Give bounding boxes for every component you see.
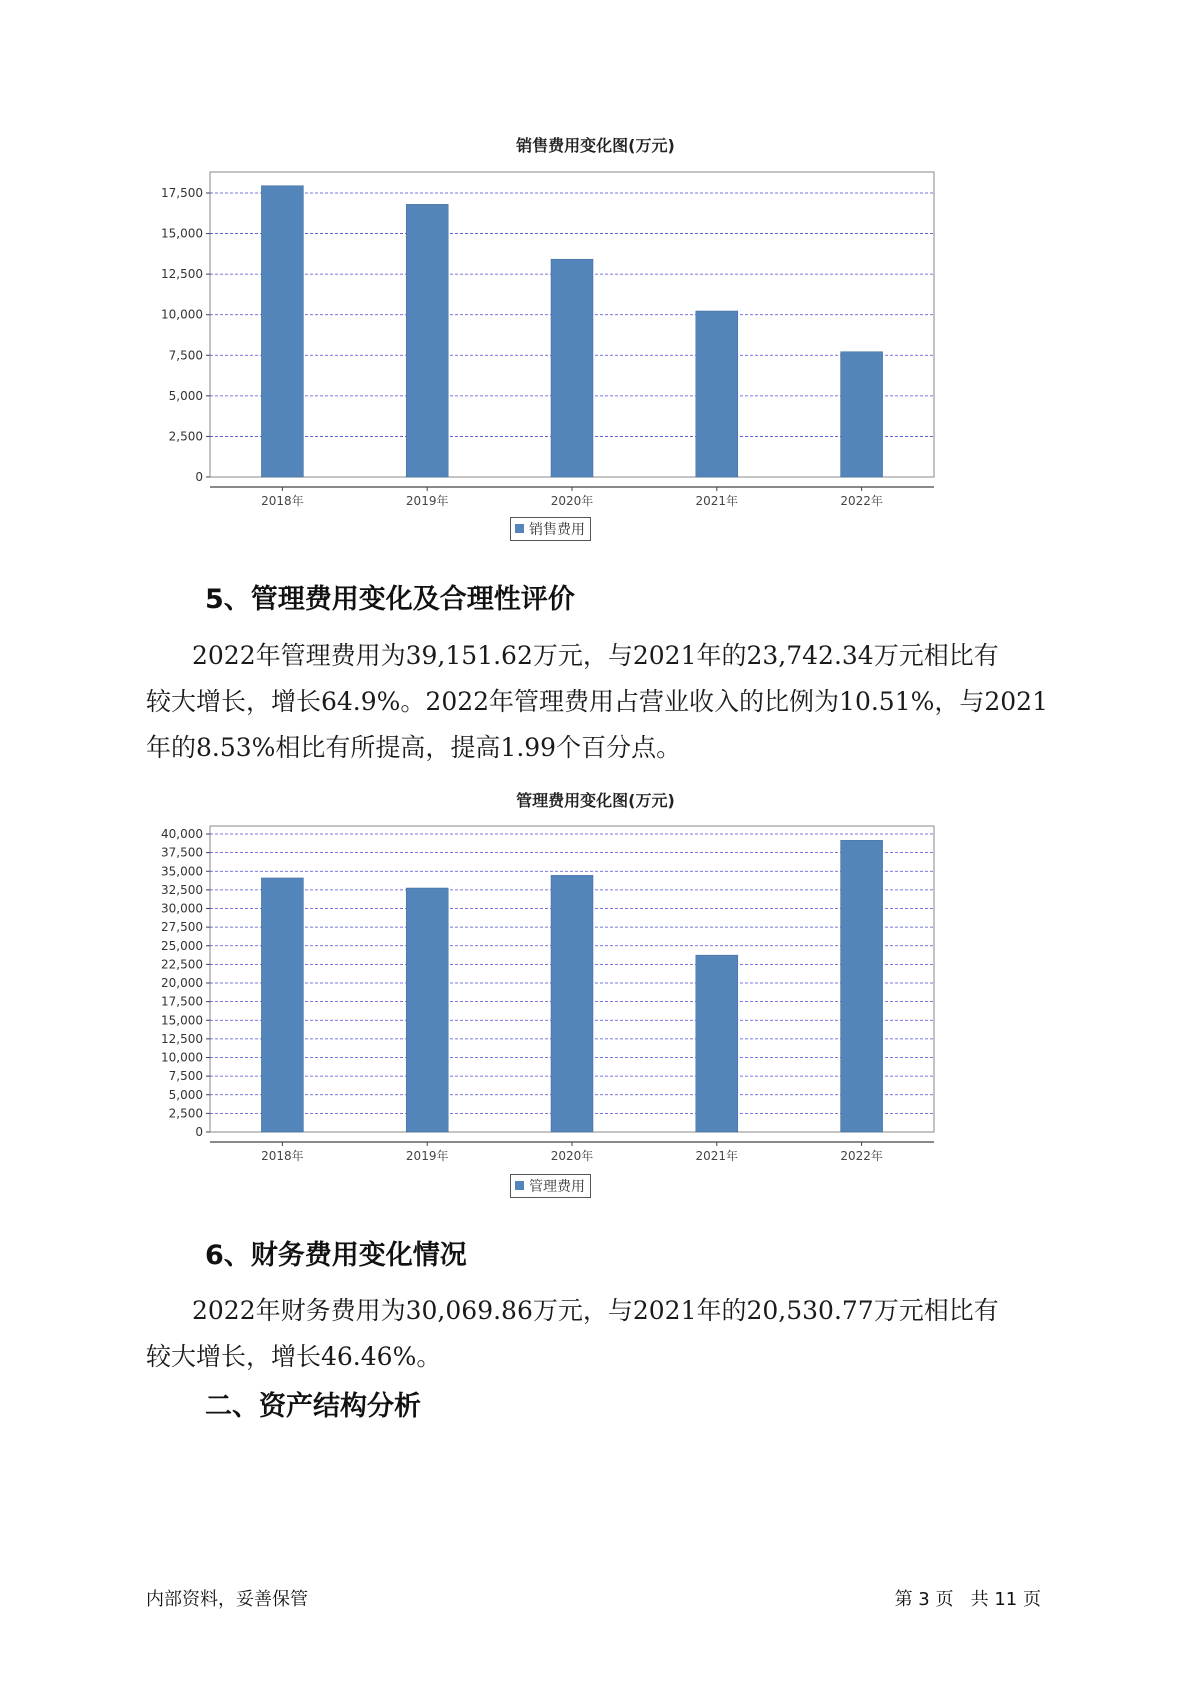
y-tick-label: 0: [195, 1125, 203, 1139]
sales-chart-legend: [510, 517, 591, 541]
section-heading-finance: 6、财务费用变化情况: [205, 1240, 467, 1271]
y-tick-label: 15,000: [161, 1013, 203, 1028]
y-tick-label: 17,500: [161, 186, 203, 200]
y-tick-label: 27,500: [161, 920, 203, 935]
bar: [406, 204, 448, 477]
sales-chart-title: 销售费用变化图(万元): [516, 136, 675, 155]
y-tick-label: 5,000: [168, 388, 203, 403]
y-tick-label: 10,000: [161, 307, 203, 322]
y-tick-label: 0: [195, 470, 203, 484]
bar: [261, 878, 303, 1132]
legend-label: 管理费用: [529, 1179, 585, 1195]
y-tick-label: 15,000: [161, 226, 203, 241]
y-tick-label: 17,500: [161, 994, 203, 1009]
y-tick-label: 7,500: [168, 1069, 203, 1084]
paragraph-line: 2022年管理费用为39,151.62万元，与2021年的23,742.34万元相比有: [192, 641, 999, 670]
x-tick-label: 2018年: [261, 1149, 304, 1163]
y-tick-label: 10,000: [161, 1050, 203, 1065]
legend-label: 销售费用: [529, 522, 585, 538]
sales-expense-chart: [150, 170, 960, 510]
y-tick-label: 25,000: [161, 938, 203, 953]
admin-paragraph: [146, 633, 1046, 771]
x-tick-label: 2019年: [405, 494, 449, 508]
section-heading-admin: 5、管理费用变化及合理性评价: [205, 584, 575, 615]
section-heading-asset: 二、资产结构分析: [205, 1391, 421, 1422]
admin-expense-chart: [150, 822, 960, 1167]
bar: [696, 311, 738, 477]
bar: [841, 840, 883, 1132]
y-tick-label: 22,500: [161, 957, 203, 972]
y-tick-label: 37,500: [161, 845, 203, 860]
y-tick-label: 40,000: [161, 827, 203, 841]
y-tick-label: 35,000: [161, 864, 203, 879]
bar: [261, 186, 303, 477]
admin-chart-legend: [510, 1174, 591, 1198]
x-tick-label: 2018年: [261, 494, 304, 508]
x-tick-label: 2020年: [550, 1149, 594, 1163]
paragraph-line: 年的8.53%相比有所提高，提高1.99个百分点。: [146, 733, 682, 762]
bar: [841, 352, 883, 477]
paragraph-line: 较大增长，增长64.9%。2022年管理费用占营业收入的比例为10.51%，与2021: [146, 687, 1048, 716]
legend-swatch: [515, 524, 524, 533]
y-tick-label: 2,500: [168, 429, 203, 444]
x-tick-label: 2021年: [695, 494, 739, 508]
paragraph-line: 较大增长，增长46.46%。: [146, 1342, 442, 1371]
bar: [406, 888, 448, 1132]
x-tick-label: 2021年: [695, 1149, 739, 1163]
y-tick-label: 12,500: [161, 267, 203, 282]
footer-confidential: 内部资料，妥善保管: [146, 1589, 308, 1610]
y-tick-label: 30,000: [161, 901, 203, 916]
y-tick-label: 2,500: [168, 1106, 203, 1121]
footer-page-number: 第 3 页 共 11 页: [894, 1589, 1041, 1610]
y-tick-label: 12,500: [161, 1031, 203, 1046]
admin-chart-title: 管理费用变化图(万元): [516, 791, 675, 810]
bar: [551, 259, 593, 477]
x-tick-label: 2019年: [405, 1149, 449, 1163]
bar: [696, 955, 738, 1132]
x-tick-label: 2022年: [840, 494, 883, 508]
y-tick-label: 20,000: [161, 976, 203, 990]
x-tick-label: 2022年: [840, 1149, 883, 1163]
y-tick-label: 5,000: [168, 1087, 203, 1102]
x-tick-label: 2020年: [550, 494, 594, 508]
paragraph-line: 2022年财务费用为30,069.86万元，与2021年的20,530.77万元相比有: [192, 1296, 999, 1325]
bar: [551, 875, 593, 1132]
finance-paragraph: [146, 1288, 1046, 1380]
legend-swatch: [515, 1181, 524, 1190]
y-tick-label: 32,500: [161, 882, 203, 897]
y-tick-label: 7,500: [168, 348, 203, 363]
